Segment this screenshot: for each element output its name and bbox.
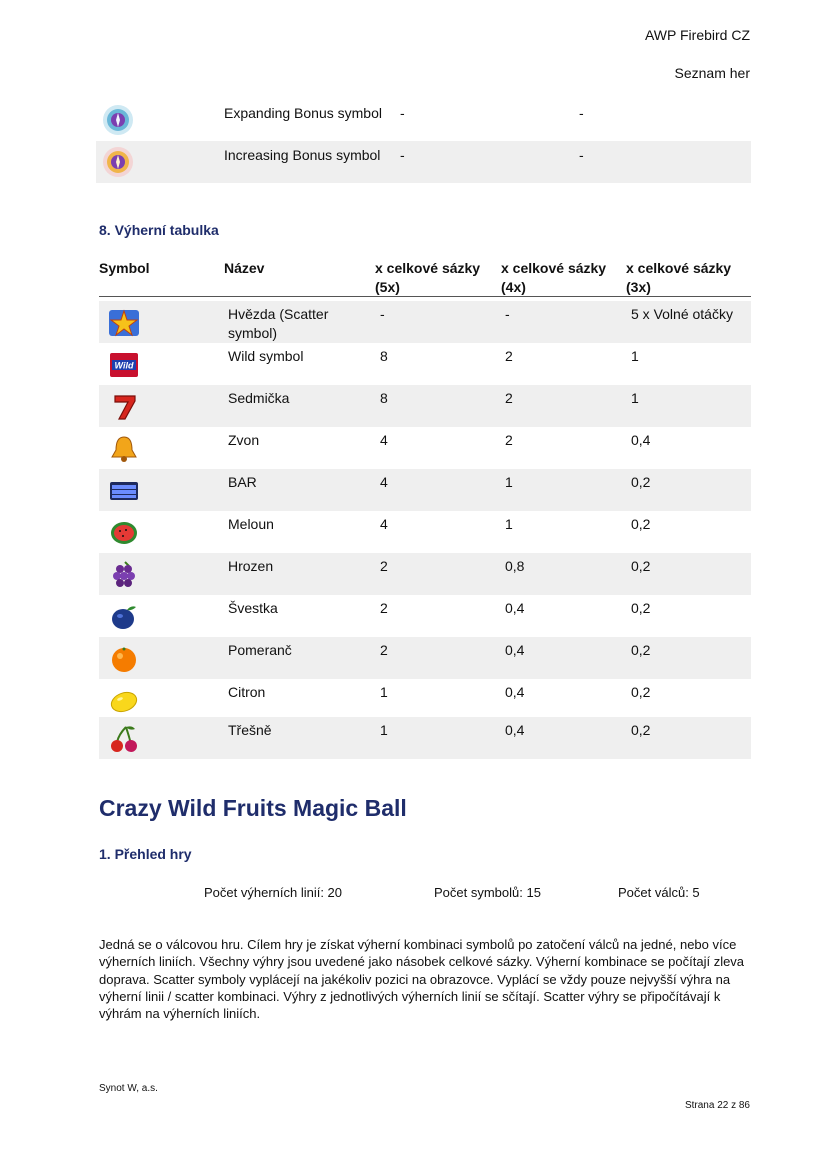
header-company: AWP Firebird CZ xyxy=(644,27,750,43)
symbol-name: Zvon xyxy=(228,432,260,448)
payout-3x: 0,2 xyxy=(631,516,651,532)
payout-5x: 4 xyxy=(380,432,388,448)
symbol-name: Meloun xyxy=(228,516,274,532)
game-title: Crazy Wild Fruits Magic Ball xyxy=(99,795,407,821)
bonus-value: - xyxy=(579,105,584,121)
payout-4x: 2 xyxy=(505,348,513,364)
column-header: x celkové sázky (3x) xyxy=(626,260,732,295)
table-row xyxy=(99,301,751,343)
orange-icon xyxy=(107,644,141,674)
payout-5x: 8 xyxy=(380,348,388,364)
symbol-name: Wild symbol xyxy=(228,348,304,364)
lemon-icon xyxy=(107,686,141,716)
grapes-icon xyxy=(107,560,141,590)
table-row xyxy=(99,717,751,759)
symbol-name: Švestka xyxy=(228,600,278,616)
reels-count: Počet válců: 5 xyxy=(618,885,700,900)
payout-5x: - xyxy=(380,306,385,322)
table-row xyxy=(99,679,751,721)
payout-4x: 2 xyxy=(505,432,513,448)
column-header: x celkové sázky (5x) xyxy=(375,260,481,295)
bonus-name: Expanding Bonus symbol xyxy=(224,105,382,121)
table-row xyxy=(99,427,751,469)
column-header: x celkové sázky (4x) xyxy=(501,260,607,295)
bonus-value: - xyxy=(579,147,584,163)
bonus-row xyxy=(96,141,751,183)
payout-3x: 0,2 xyxy=(631,558,651,574)
payout-3x: 0,2 xyxy=(631,684,651,700)
table-row xyxy=(99,595,751,637)
column-header: Symbol xyxy=(99,260,150,276)
plum-icon xyxy=(107,602,141,632)
payout-4x: 1 xyxy=(505,474,513,490)
increasing-bonus-ball-icon xyxy=(102,146,134,178)
page-number: Strana 22 z 86 xyxy=(684,1100,750,1111)
payout-5x: 2 xyxy=(380,642,388,658)
bonus-value: - xyxy=(400,147,405,163)
cherry-icon xyxy=(107,724,141,754)
payout-4x: 0,8 xyxy=(505,558,525,574)
symbol-name: Pomeranč xyxy=(228,642,292,658)
table-row xyxy=(99,385,751,427)
section-heading: 8. Výherní tabulka xyxy=(99,222,219,238)
bonus-name: Increasing Bonus symbol xyxy=(224,147,381,163)
column-header: Název xyxy=(224,260,265,276)
symbol-name: Třešně xyxy=(228,722,272,738)
wild-icon xyxy=(107,350,141,380)
table-row xyxy=(99,637,751,679)
symbols-count: Počet symbolů: 15 xyxy=(434,885,541,900)
header-subtitle: Seznam her xyxy=(674,65,750,81)
table-row xyxy=(99,553,751,595)
payout-5x: 1 xyxy=(380,684,388,700)
payout-5x: 2 xyxy=(380,600,388,616)
payout-5x: 4 xyxy=(380,516,388,532)
payout-4x: 1 xyxy=(505,516,513,532)
payout-4x: - xyxy=(505,306,510,322)
bar-icon xyxy=(107,476,141,506)
payout-3x: 5 x Volné otáčky xyxy=(631,306,733,322)
payout-4x: 2 xyxy=(505,390,513,406)
bonus-value: - xyxy=(400,105,405,121)
symbol-name: Hvězda (Scatter symbol) xyxy=(228,306,329,341)
header-divider xyxy=(99,296,751,297)
payout-3x: 1 xyxy=(631,348,639,364)
section-heading: 1. Přehled hry xyxy=(99,846,192,862)
table-row xyxy=(99,343,751,385)
watermelon-icon xyxy=(107,518,141,548)
seven-icon xyxy=(107,392,141,422)
symbol-name: Citron xyxy=(228,684,266,700)
payout-5x: 4 xyxy=(380,474,388,490)
symbol-name: Hrozen xyxy=(228,558,274,574)
bonus-row xyxy=(96,99,751,141)
table-row xyxy=(99,469,751,511)
payout-3x: 0,2 xyxy=(631,600,651,616)
payout-3x: 0,2 xyxy=(631,642,651,658)
game-description: Jedná se o válcovou hru. Cílem hry je získat výherní kombinaci symbolů po zatočení válců na jedné, nebo více výherních liniích. Všechny výhry jsou uvedené jako násobek celkové sázky. Výherní kombinace se počítají zleva doprava. Scatter symboly vyplácejí na jakékoliv pozici na obrazovce. Vyplácí se vždy pouze nejvyšší výhra na výherní linii / scatter kombinaci. Výhry z jednotlivých výherních linií se sčítají. Scatter výhry se připočítávají k výhrám na výherních liniích. xyxy=(99,937,745,1022)
payout-5x: 1 xyxy=(380,722,388,738)
symbol-name: Sedmička xyxy=(228,390,290,406)
bell-icon xyxy=(107,434,141,464)
expanding-bonus-ball-icon xyxy=(102,104,134,136)
payout-3x: 0,4 xyxy=(631,432,651,448)
payout-3x: 0,2 xyxy=(631,722,651,738)
paylines-count: Počet výherních linií: 20 xyxy=(204,885,343,900)
payout-4x: 0,4 xyxy=(505,642,525,658)
payout-3x: 0,2 xyxy=(631,474,651,490)
payout-5x: 8 xyxy=(380,390,388,406)
payout-4x: 0,4 xyxy=(505,722,525,738)
table-row xyxy=(99,511,751,553)
payout-4x: 0,4 xyxy=(505,684,525,700)
payout-4x: 0,4 xyxy=(505,600,525,616)
symbol-name: BAR xyxy=(228,474,257,490)
star-scatter-icon xyxy=(107,308,141,338)
payout-3x: 1 xyxy=(631,390,639,406)
payout-5x: 2 xyxy=(380,558,388,574)
svg-text:Wild: Wild xyxy=(114,360,134,371)
footer-company: Synot W, a.s. xyxy=(99,1083,158,1094)
